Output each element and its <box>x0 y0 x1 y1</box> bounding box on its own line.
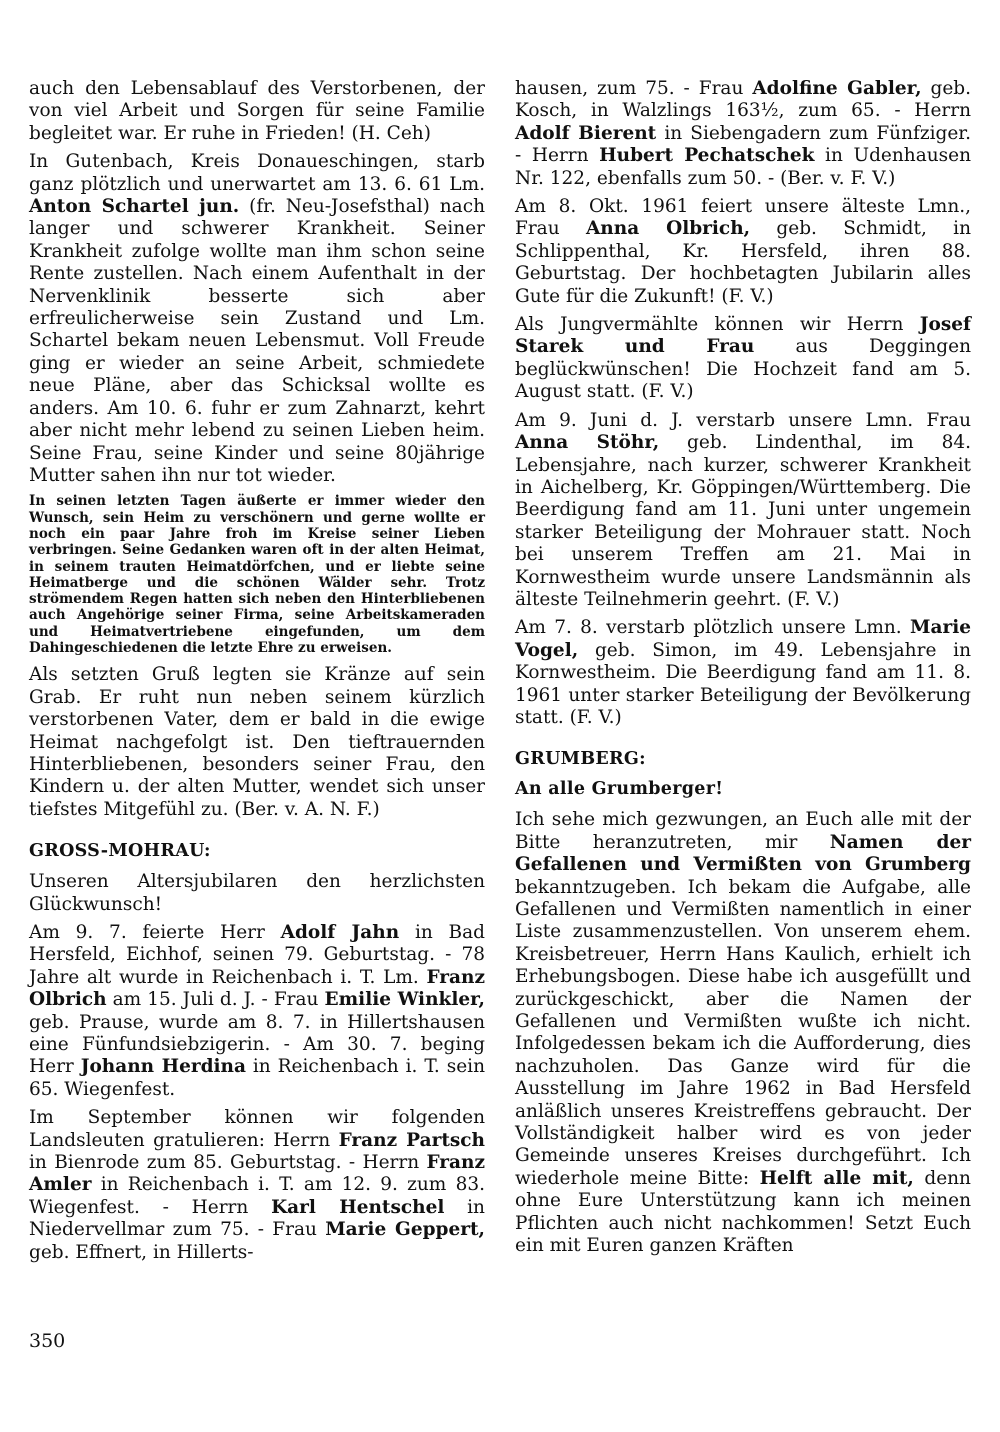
article-paragraph: Am 9. Juni d. J. verstarb unsere Lmn. Frau Anna Stöhr, geb. Lindenthal, im 84. Lebensjahre, nach kurzer, schwerer Krankheit in Aichelberg, Kr. Göppingen/Württemberg. Die Beerdigung fand am 11. Juni unter ungemein starker Beteiligung der Mohrauer statt. Noch bei unserem Treffen am 21. Mai in Kornwestheim wurde unsere Landsmännin als älteste Teilnehmerin geehrt. (F. V.) <box>515 409 971 610</box>
article-paragraph: Als Jungvermählte können wir Herrn Josef Starek und Frau aus Deggingen beglückwünschen! Die Hochzeit fand am 5. August statt. (F. V.) <box>515 314 971 403</box>
article-paragraph: Im September können wir folgenden Landsleuten gratulieren: Herrn Franz Partsch in Bienrode zum 85. Geburtstag. - Herrn Franz Amler in Reichenbach i. T. am 12. 9. zum 83. Wiegenfest. - Herrn Karl Hentschel in Niedervellmar zum 75. - Frau Marie Geppert, geb. Effnert, in Hillerts- <box>29 1107 485 1263</box>
article-paragraph: auch den Lebensablauf des Verstorbenen, der von viel Arbeit und Sorgen für seine Familie begleitet war. Er ruhe in Frieden! (H. Ceh) <box>29 78 485 144</box>
article-paragraph: hausen, zum 75. - Frau Adolfine Gabler, geb. Kosch, in Walzlings 163½, zum 65. - Herrn Adolf Bierent in Siebengadern zum Fünfziger. - Herrn Hubert Pechatschek in Udenhausen Nr. 122, ebenfalls zum 50. - (Ber. v. F. V.) <box>515 78 972 189</box>
section-subheading: An alle Grumberger! <box>515 779 724 800</box>
section-heading: GROSS-MOHRAU: <box>29 841 211 862</box>
small-print-paragraph: In seinen letzten Tagen äußerte er immer wieder den Wunsch, sein Heim zu verschönern und gerne wollte er noch ein paar Jahre froh im Kreise seiner Lieben verbringen. Seine Gedanken waren oft in der alten Heimat, in seinem trauten Heimatdörfchen, und er liebte seine Heimatberge und die schönen Wälder sehr. Trotz strömendem Regen hatten sich neben den Hinterbliebenen auch Angehörige seiner Firma, seine Arbeitskameraden und Heimatvertriebene eingefunden, um dem Dahingeschiedenen die letzte Ehre zu erweisen. <box>29 493 485 656</box>
article-paragraph: Ich sehe mich gezwungen, an Euch alle mit der Bitte heranzutreten, mir Namen der Gefallenen und Vermißten von Grumberg bekanntzugeben. Ich bekam die Aufgabe, alle Gefallenen und Vermißten namentlich in einer Liste zusammenzustellen. Von unserem ehem. Kreisbetreuer, Herrn Hans Kaulich, erhielt ich Erhebungsbogen. Diese habe ich ausgefüllt und zurückgeschickt, aber die Namen der Gefallenen und Vermißten wußte ich nicht. Infolgedessen bekam ich die Aufforderung, dies nachzuholen. Das Ganze wird für die Ausstellung im Jahre 1962 in Bad Hersfeld anläßlich unseres Kreistreffens gebraucht. Der Vollständigkeit halber wird es von jeder Gemeinde unseres Kreises durchgeführt. Ich wiederhole meine Bitte: Helft alle mit, denn ohne Eure Unterstützung kann ich meinen Pflichten auch nicht nachkommen! Setzt Euch ein mit Euren ganzen Kräften <box>515 809 971 1257</box>
article-paragraph: In Gutenbach, Kreis Donaueschingen, starb ganz plötzlich und unerwartet am 13. 6. 61 Lm. Anton Schartel jun. (fr. Neu-Josefsthal) nach langer und schwerer Krankheit. Seiner Krankheit zufolge wollte man ihm schon seine Rente zustellen. Nach einem Aufenthalt in der Nervenklinik besserte sich aber erfreulicherweise sein Zustand und Lm. Schartel bekam neuen Lebensmut. Voll Freude ging er wieder an seine Arbeit, schmiedete neue Pläne, aber das Schicksal wollte es anders. Am 10. 6. fuhr er zum Zahnarzt, kehrt aber nicht mehr lebend zu seinen Lieben heim. Seine Frau, seine Kinder und seine 80jährige Mutter sahen ihn nur tot wieder. <box>29 151 485 486</box>
article-paragraph: Am 9. 7. feierte Herr Adolf Jahn in Bad Hersfeld, Eichhof, seinen 79. Geburtstag. - 78 Jahre alt wurde in Reichenbach i. T. Lm. Franz Olbrich am 15. Juli d. J. - Frau Emilie Winkler, geb. Prause, wurde am 8. 7. in Hillertshausen eine Fünfundsiebzigerin. - Am 30. 7. beging Herr Johann Herdina in Reichenbach i. T. sein 65. Wiegenfest. <box>29 921 486 1100</box>
article-paragraph: Unseren Altersjubilaren den herzlichsten Glückwunsch! <box>29 871 485 915</box>
left-column <box>29 78 485 1270</box>
article-paragraph: Als setzten Gruß legten sie Kränze auf sein Grab. Er ruht nun neben seinem kürzlich verstorbenen Vater, dem er bald in die ewige Heimat nachgefolgt ist. Den tieftrauernden Hinterbliebenen, besonders seiner Frau, den Kindern u. der alten Mutter, wendet sich unser tiefstes Mitgefühl zu. (Ber. v. A. N. F.) <box>29 664 485 820</box>
right-column <box>515 78 971 1264</box>
page-number: 350 <box>29 1330 66 1352</box>
article-paragraph: Am 7. 8. verstarb plötzlich unsere Lmn. Marie Vogel, geb. Simon, im 49. Lebensjahre in Kornwestheim. Die Beerdigung fand am 11. 8. 1961 unter starker Beteiligung der Bevölkerung statt. (F. V.) <box>515 617 971 728</box>
section-heading: GRUMBERG: <box>515 749 646 770</box>
article-paragraph: Am 8. Okt. 1961 feiert unsere älteste Lmn., Frau Anna Olbrich, geb. Schmidt, in Schlippenthal, Kr. Hersfeld, ihren 88. Geburtstag. Der hochbetagten Jubilarin alles Gute für die Zukunft! (F. V.) <box>515 196 971 307</box>
